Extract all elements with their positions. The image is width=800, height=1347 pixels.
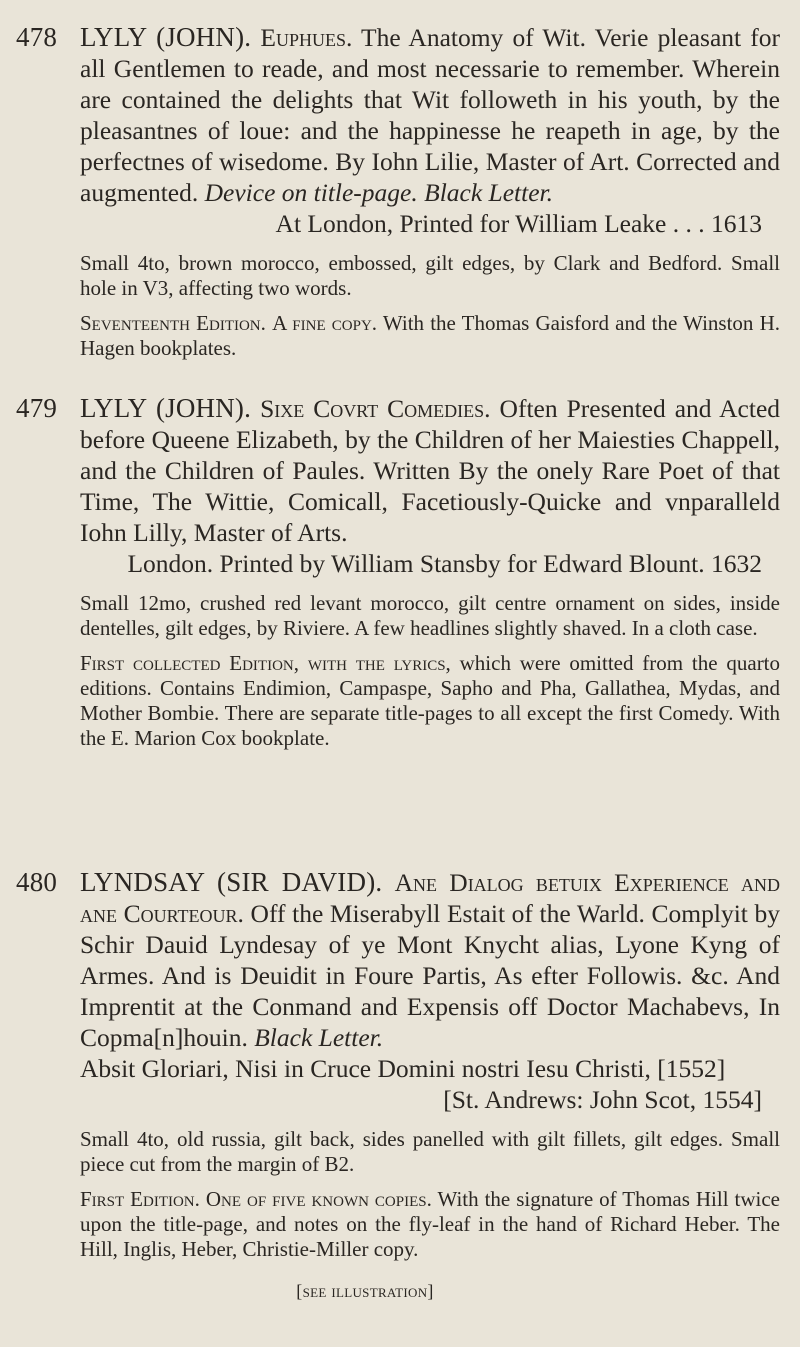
- entry-body: [80, 393, 780, 751]
- imprint-line-1: Absit Gloriari, Nisi in Cruce Domini nostri Iesu Christi, [1552]: [80, 1054, 726, 1083]
- provenance: With the Thomas Gaisford and the Winston H. Hagen bookplates.: [80, 311, 781, 360]
- full-title: The Anatomy of Wit. Verie pleasant for all Gentlemen to reade, and most necessarie to remember. Wherein are contained the delights that Wit followeth in his youth, by the pleasantnes of loue: and the happinesse he reapeth in age, by the perfectnes of wisedome. By Iohn Lilie, Master of Art. Corrected and augmented.: [80, 23, 780, 207]
- device-note: Black Letter.: [254, 1023, 384, 1052]
- device-note: Device on title-page. Black Letter.: [204, 178, 553, 207]
- edition-label: First Edition.: [80, 1187, 200, 1211]
- edition-caps: One of five known copies.: [205, 1187, 432, 1211]
- edition-text: which were omitted from the quarto editions. Contains Endimion, Campaspe, Sapho and Pha, Gallathea, Mydas, and Mother Bombie. There are separate title-pages to all except the first Comedy. With the E. Marion Cox bookplate.: [80, 651, 781, 750]
- edition-label: Seventeenth Edition.: [80, 311, 266, 335]
- edition-text: With the signature of Thomas Hill twice upon the title-page, and notes on the fly-leaf in the hand of Richard Heber. The Hill, Inglis, Heber, Christie-Miller copy.: [80, 1187, 781, 1261]
- short-title: Sixe Covrt Comedies.: [260, 394, 491, 423]
- physical-description: Small 12mo, crushed red levant morocco, gilt centre ornament on sides, inside dentelles, gilt edges, by Riviere. A few headlines slightly shaved. In a cloth case.: [80, 591, 780, 640]
- author-name: LYNDSAY (SIR DAVID).: [80, 867, 383, 897]
- entry-body: [80, 867, 780, 1302]
- illustration-reference: [see illustration]: [296, 1281, 434, 1301]
- short-title: Euphues.: [260, 23, 353, 52]
- physical-description: Small 4to, old russia, gilt back, sides panelled with gilt fillets, gilt edges. Small piece cut from the margin of B2.: [80, 1127, 780, 1176]
- physical-description: Small 4to, brown morocco, embossed, gilt edges, by Clark and Bedford. Small hole in V3, affecting two words.: [80, 251, 780, 300]
- lot-number: 478: [16, 22, 58, 52]
- author-name: LYLY (JOHN).: [80, 22, 252, 52]
- edition-caps: with the lyrics,: [307, 651, 451, 675]
- full-title: Often Presented and Acted before Queene Elizabeth, by the Children of her Maiesties Chappell, and the Children of Paules. Written By the onely Rare Poet of that Time, The Wittie, Comicall, Facetiously-Quicke and vnparalleld Iohn Lilly, Master of Arts.: [80, 394, 781, 547]
- edition-label: First collected Edition,: [80, 651, 299, 675]
- lot-number: 480: [16, 867, 58, 897]
- entry-body: [80, 22, 780, 361]
- entry-heading: [80, 22, 780, 208]
- imprint-line-2: [St. Andrews: John Scot, 1554]: [443, 1085, 762, 1114]
- imprint: At London, Printed for William Leake . . . 1613: [275, 209, 762, 238]
- lot-number: 479: [16, 393, 58, 423]
- edition-note: [80, 311, 780, 361]
- imprint: London. Printed by William Stansby for Edward Blount. 1632: [127, 549, 762, 578]
- author-name: LYLY (JOHN).: [80, 393, 252, 423]
- entry-heading: [80, 867, 780, 1053]
- edition-note: [80, 651, 780, 751]
- full-title: Off the Miserabyll Estait of the Warld. Complyit by Schir Dauid Lyndesay of ye Mont Knycht alias, Lyone Kyng of Armes. And is Deuidit in Foure Partis, As efter Followis. &c. And Imprentit at the Conmand and Expensis off Doctor Machabevs, In Copma[n]houin.: [80, 899, 780, 1052]
- copy-label: A fine copy.: [272, 311, 378, 335]
- short-title: Ane Dialog betuix Experience and ane Courteour.: [80, 868, 781, 928]
- edition-note: [80, 1187, 780, 1262]
- entry-heading: [80, 393, 780, 548]
